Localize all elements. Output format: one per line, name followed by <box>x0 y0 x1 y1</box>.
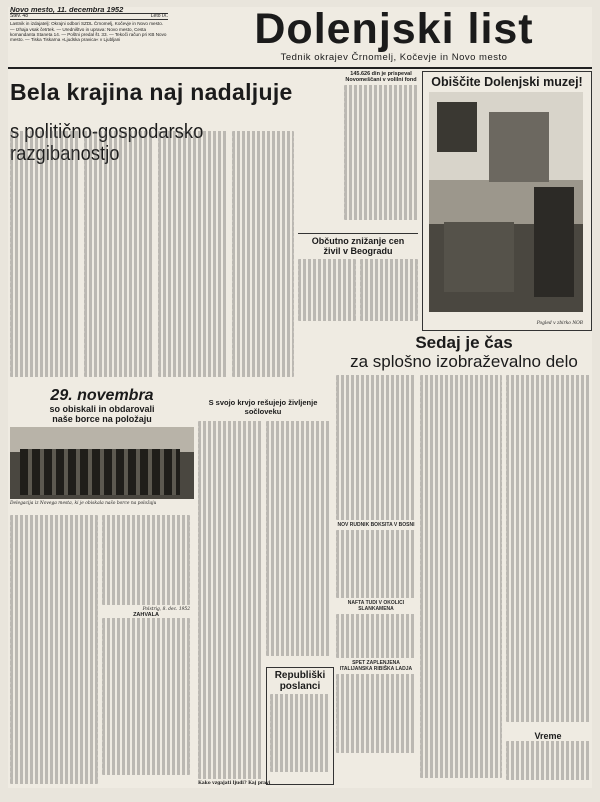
education-column-1 <box>420 375 502 783</box>
education-headline-2: za splošno izobraževalno delo <box>350 352 578 371</box>
lead-headline-2: s politično-gospodarsko razgibanostjo <box>10 120 204 165</box>
november-headline-1: 29. novembra <box>50 387 154 404</box>
issue-line <box>10 14 168 20</box>
lead-column-1 <box>10 131 80 381</box>
item-nafta: NAFTA TUDI V OKOLICI SLANKAMENA <box>347 599 405 612</box>
blood-headline-1: S svojo krvjo rešujejo življenje <box>208 398 318 407</box>
blood-column-2 <box>266 421 330 661</box>
republiski-headline-2: poslanci <box>279 681 321 692</box>
volilni-fond-headline: 145.626 din je prispeval Novomeščani v volilni fond <box>345 71 417 84</box>
museum-caption: Pogled v zbirko NOB <box>536 321 583 326</box>
item-boksit: NOV RUDNIK BOKSITA V BOSNI <box>337 522 415 529</box>
item-ladja: SPET ZAPLENJENA ITALIJANSKA RIBIŠKA LADJA <box>339 660 413 673</box>
masthead-divider <box>8 67 592 69</box>
weather-box <box>506 731 590 780</box>
education-article-header <box>338 333 590 371</box>
issue-number: Štev. 48 <box>10 13 28 20</box>
blood-article-header <box>198 399 328 416</box>
zahvala-headline: ZAHVALA <box>133 612 159 618</box>
prices-headline-1: Občutno znižanje cen <box>311 236 405 246</box>
lead-headline-1: Bela krajina naj nadaljuje <box>10 79 293 105</box>
november-photo <box>10 427 194 499</box>
news-column <box>336 375 416 783</box>
lead-column-3 <box>158 131 228 381</box>
november-headline-3: naše borce na položaju <box>52 414 152 424</box>
november-column-2 <box>102 515 190 605</box>
publisher-notice: Lastnik in izdajatelj: Okrajni odbori SZDL Črnomelj, Kočevje in Novo mesto. — Izhaja vsak četrtek. — Uredništvo in uprava: Novo mesto, Cesta komandanta Staneta 14. — Poštni predal št. 33. — Tekoči račun pri KB Novo mesto. — Tiska Tiskarna »Ljudska pravica« v Ljubljani <box>10 21 167 43</box>
lead-column-4 <box>232 131 294 381</box>
museum-headline: Obiščite Dolenjski muzej! <box>431 75 583 89</box>
blood-column-1 <box>198 421 262 781</box>
education-headline-1: Sedaj je čas <box>415 333 513 352</box>
november-photo-caption: Delegacija iz Novega mesta, ki je obiskala našo borce na položaju <box>10 501 157 506</box>
newspaper-subtitle: Tednik okrajev Črnomelj, Kočevje in Novo mesto <box>280 52 508 63</box>
issue-date: Novo mesto, 11. decembra 1952 <box>10 7 168 14</box>
republiski-box <box>266 667 334 785</box>
prices-article <box>298 233 418 326</box>
newspaper-page <box>8 7 592 788</box>
newspaper-title: Dolenjski list <box>254 7 534 53</box>
issue-year: Leto IX. <box>150 13 168 20</box>
education-column-2 <box>506 375 590 727</box>
november-headline-2: so obiskali in obdarovali <box>49 404 155 414</box>
footer-teaser: Kako vzgajati ljudi? Kaj pravi <box>198 781 271 786</box>
museum-photo <box>429 92 583 312</box>
volilni-fond-article <box>344 71 418 231</box>
prices-headline-2: živil v Beogradu <box>323 246 393 256</box>
zahvala-dateline: Polstrig, 8. dec. 1952 <box>142 607 190 612</box>
november-article <box>10 387 194 424</box>
lead-column-2 <box>84 131 154 381</box>
blood-headline-2: sočloveku <box>244 406 282 416</box>
weather-headline: Vreme <box>534 731 562 741</box>
masthead-info <box>10 7 168 42</box>
zahvala-article <box>102 607 190 778</box>
november-column-1 <box>10 515 98 785</box>
republiski-headline-1: Republiški <box>274 670 326 681</box>
museum-box <box>422 71 592 331</box>
